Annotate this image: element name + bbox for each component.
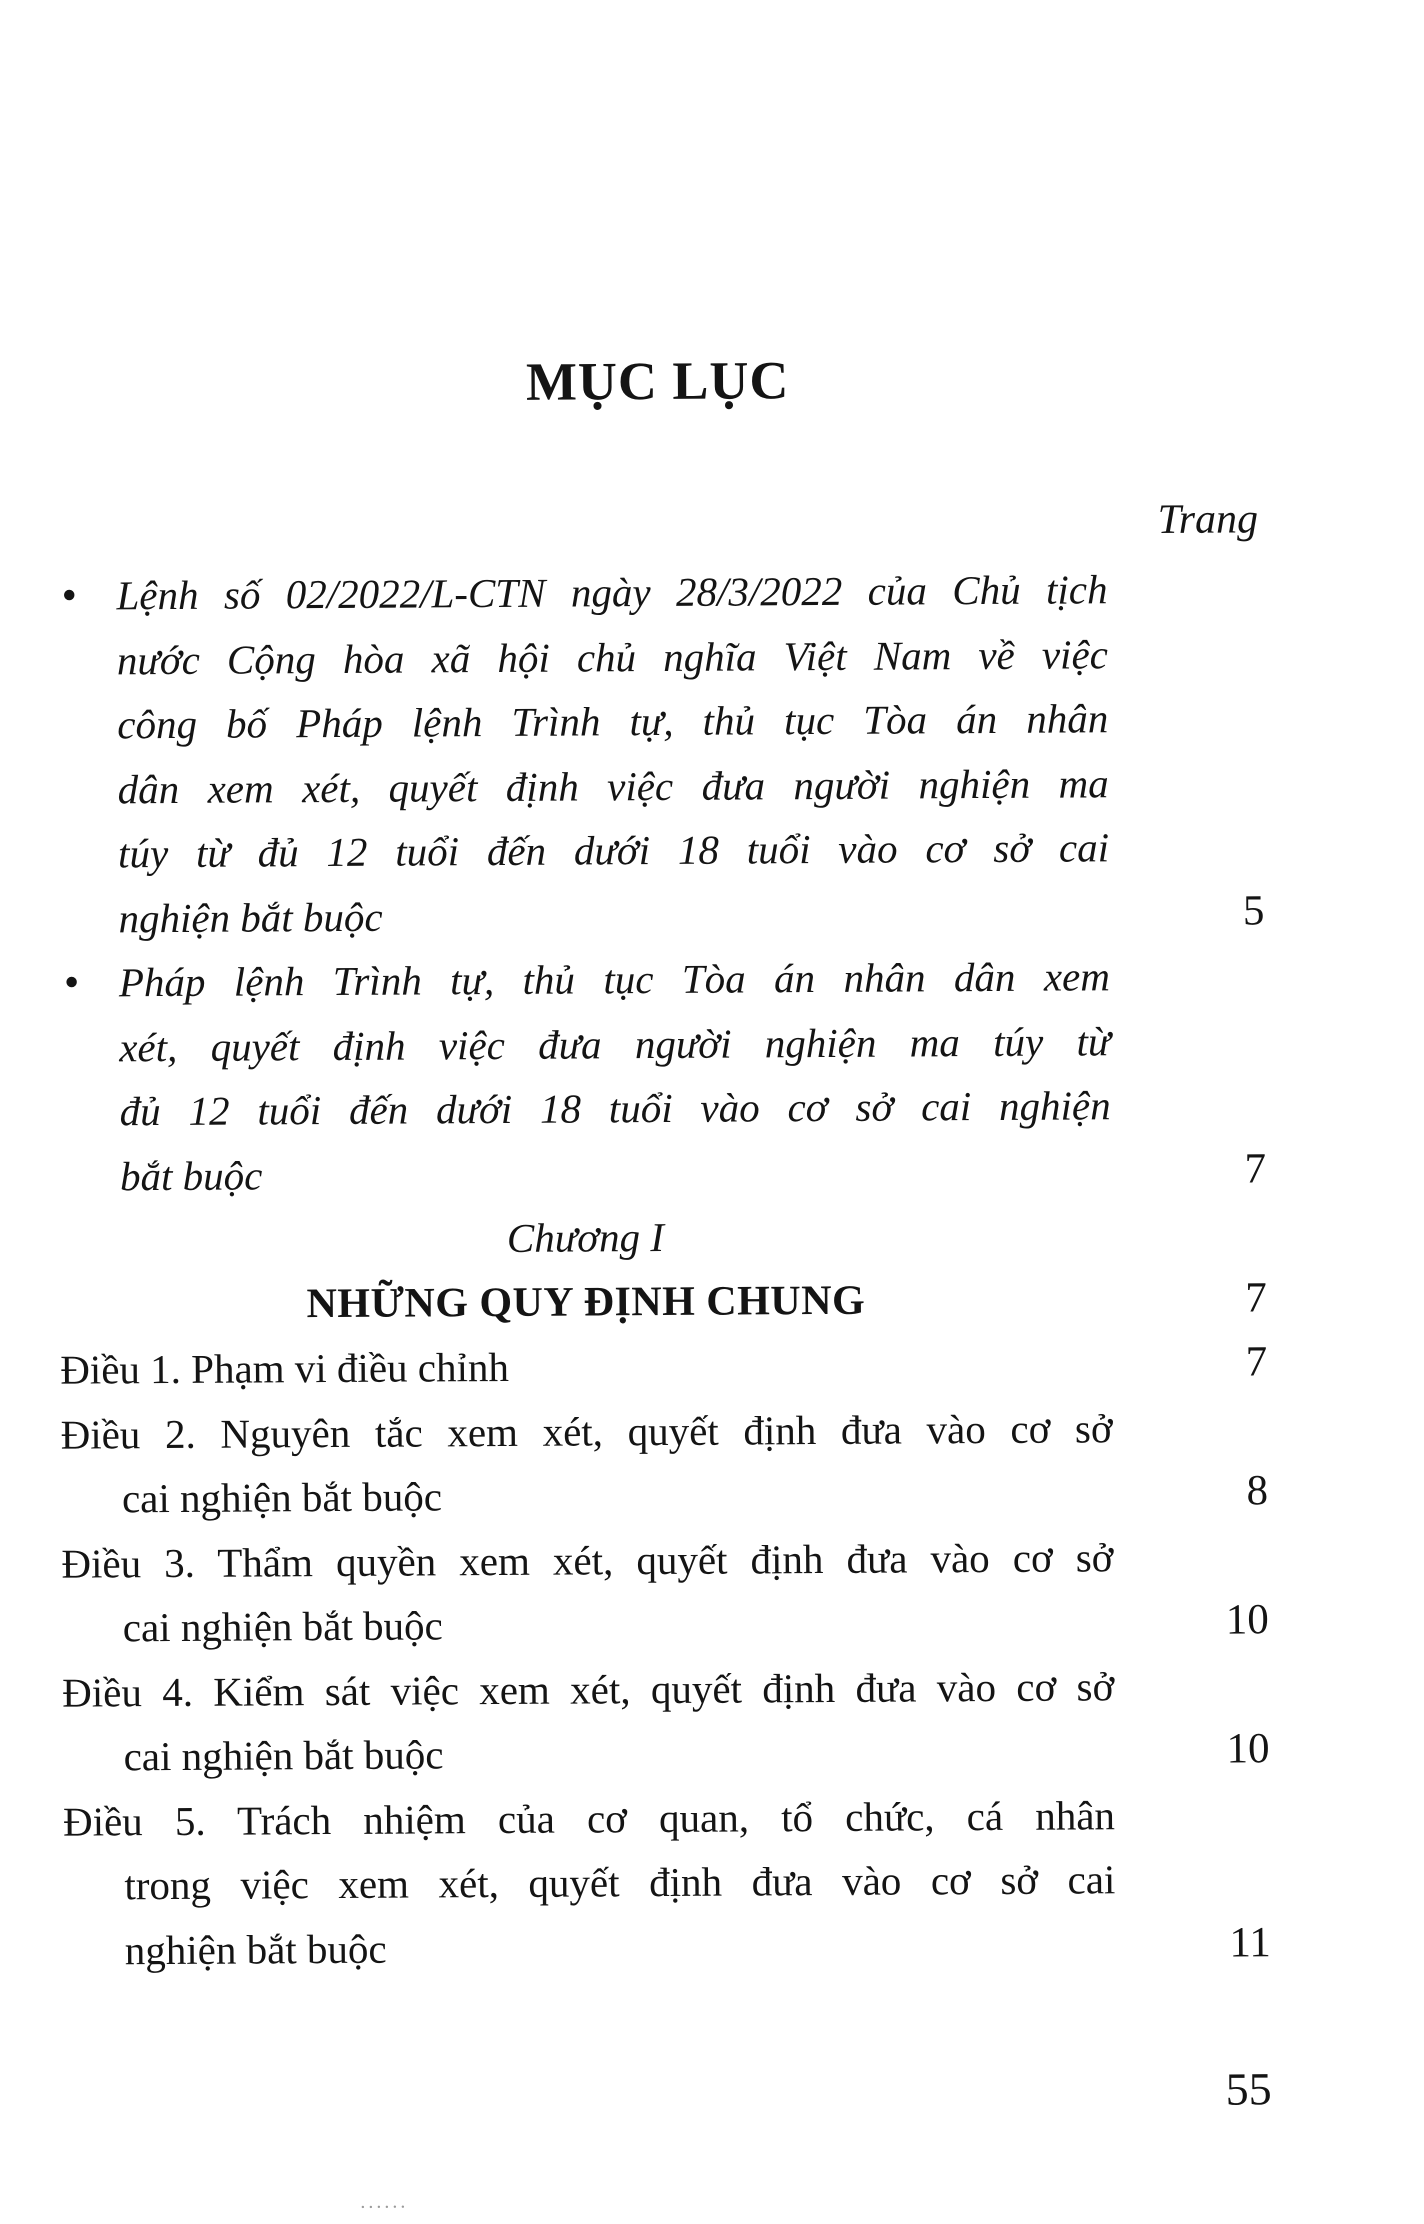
book-page-number: 55 (1225, 2063, 1272, 2115)
page-number: 5 (1242, 886, 1265, 934)
bullet-icon: • (61, 570, 78, 620)
toc-line: công bố Pháp lệnh Trình tự, thủ tục Tòa án nhân (117, 695, 1109, 748)
toc-row (57, 814, 1264, 886)
toc-row (63, 1846, 1270, 1918)
toc-list (55, 556, 1271, 1982)
chapter-label: Chương I (506, 1213, 665, 1261)
toc-line: túy từ đủ 12 tuổi đến dưới 18 tuổi vào cơ sở cai (117, 824, 1110, 877)
toc-row (56, 685, 1263, 757)
toc-line: cai nghiện bắt buộc (122, 1602, 443, 1651)
toc-row (56, 621, 1263, 693)
toc-row (61, 1524, 1268, 1596)
toc-row (59, 1201, 1266, 1273)
toc-line: cai nghiện bắt buộc (121, 1473, 443, 1522)
toc-line: nước Cộng hòa xã hội chủ nghĩa Việt Nam về việc (116, 630, 1109, 683)
toc-line: Điều 1. Phạm vi điều chỉnh (60, 1343, 510, 1393)
toc-row (57, 879, 1264, 951)
toc-row (58, 1072, 1265, 1144)
toc-line: Pháp lệnh Trình tự, thủ tục Tòa án nhân dân xem (118, 953, 1110, 1006)
scan-artifact-dots: ...... (360, 2190, 409, 2213)
toc-line: Điều 2. Nguyên tắc xem xét, quyết định đưa vào cơ sở (60, 1404, 1113, 1458)
toc-line: nghiện bắt buộc (118, 893, 383, 941)
page-number: 8 (1246, 1467, 1269, 1515)
page-title: MỤC LỤC (525, 350, 790, 412)
toc-line: xét, quyết định việc đưa người nghiện ma túy từ (119, 1017, 1111, 1070)
page-number: 10 (1225, 1596, 1269, 1644)
toc-line: Lệnh số 02/2022/L-CTN ngày 28/3/2022 của Chủ tịch (116, 566, 1108, 619)
page-number: 11 (1229, 1918, 1271, 1967)
toc-row (57, 750, 1264, 822)
toc-line: bắt buộc (119, 1151, 263, 1199)
page-column-header: Trang (1157, 496, 1259, 543)
page-number: 7 (1244, 1144, 1267, 1192)
toc-line: đủ 12 tuổi đến dưới 18 tuổi vào cơ sở cai nghiện (119, 1082, 1111, 1135)
toc-line: nghiện bắt buộc (124, 1925, 387, 1973)
chapter-heading: NHỮNG QUY ĐỊNH CHUNG (306, 1277, 866, 1327)
toc-line: cai nghiện bắt buộc (123, 1731, 444, 1780)
toc-row (59, 1137, 1266, 1209)
toc-line: Điều 4. Kiểm sát việc xem xét, quyết định đưa vào cơ sở (62, 1662, 1115, 1716)
toc-row (62, 1653, 1269, 1725)
toc-row (55, 556, 1262, 628)
toc-row (63, 1782, 1270, 1854)
toc-row (62, 1717, 1269, 1789)
toc-line: Điều 3. Thẩm quyền xem xét, quyết định đưa vào cơ sở (61, 1533, 1114, 1587)
toc-row (60, 1330, 1267, 1402)
toc-row (58, 943, 1265, 1015)
toc-line: trong việc xem xét, quyết định đưa vào cơ sở cai (124, 1856, 1116, 1909)
toc-line: dân xem xét, quyết định việc đưa người nghiện ma (117, 759, 1109, 812)
toc-row (61, 1459, 1268, 1531)
toc-row (60, 1395, 1267, 1467)
toc-row (60, 1266, 1267, 1338)
toc-line: Điều 5. Trách nhiệm của cơ quan, tổ chức, cá nhân (62, 1791, 1116, 1845)
page-number: 7 (1245, 1338, 1268, 1386)
toc-row (58, 1008, 1265, 1080)
page-number: 10 (1226, 1725, 1270, 1773)
page-content (52, 0, 1273, 2224)
toc-row (62, 1588, 1269, 1660)
bullet-icon: • (63, 957, 80, 1007)
toc-row (64, 1911, 1271, 1983)
page-number: 7 (1245, 1273, 1267, 1321)
